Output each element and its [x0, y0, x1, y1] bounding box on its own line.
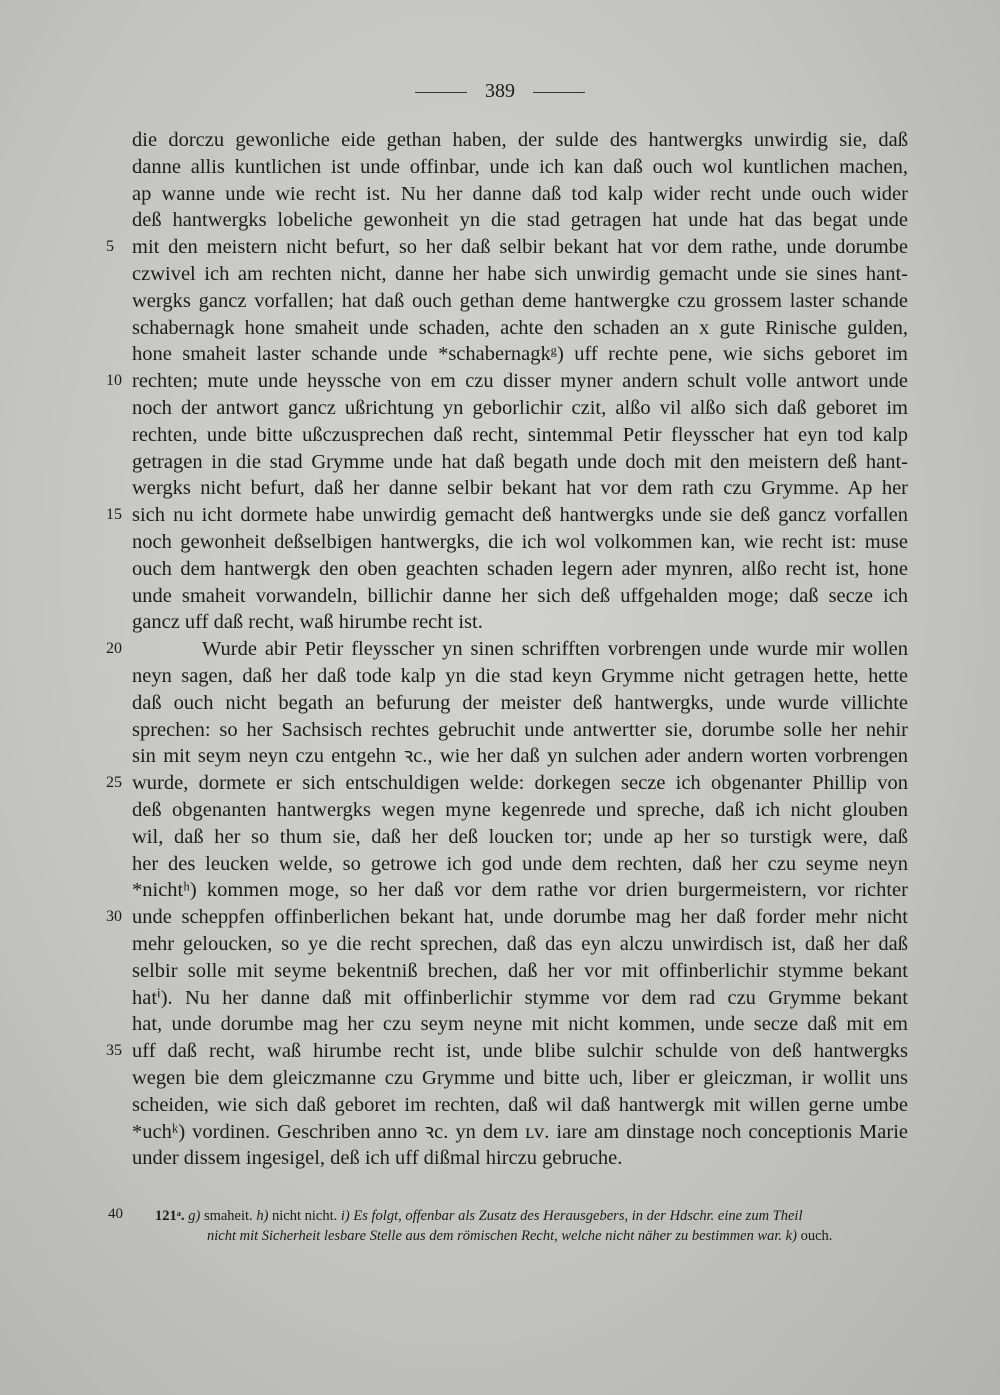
footnote-segment: h)	[256, 1208, 269, 1224]
text-line: neyn sagen, daß her daß tode kalp yn die stad keyn Grymme nicht getragen hette, hette	[132, 665, 908, 687]
text-line: wurde, dormete er sich entschuldigen welde: dorkegen secze ich obgenanter Phillip von	[132, 772, 908, 795]
footnote-line-2	[207, 1226, 887, 1246]
text-line: ouch dem hantwergk den oben geachten schaden legern ader mynren, alßo recht ist, hone	[132, 557, 908, 580]
text-line: czwivel ich am rechten nicht, danne her habe sich unwirdig gemacht unde sie sines hant-	[132, 263, 908, 285]
margin-line-number: 35	[106, 1042, 122, 1060]
text-line: ap wanne unde wie recht ist. Nu her danne daß tod kalp wider recht unde ouch wider	[132, 182, 908, 205]
footnote-segment: smaheit.	[200, 1208, 257, 1224]
text-line: die dorczu gewonliche eide gethan haben, der sulde des hantwergks unwirdig sie, daß	[132, 129, 908, 151]
text-line: schabernagk hone smaheit unde schaden, achte den schaden an x gute Rinische gulden,	[132, 316, 908, 339]
page-number: 389	[485, 80, 515, 102]
text-line: scheiden, wie sich daß geboret im rechten, daß wil daß hantwergk mit willen gerne umbe	[132, 1093, 908, 1116]
margin-line-number: 10	[106, 372, 122, 390]
text-line: hatⁱ). Nu her danne daß mit offinberlichir stymme vor dem rad czu Grymme bekant	[132, 986, 908, 1009]
text-line: wergks gancz vorfallen; hat daß ouch gethan deme hantwergke czu grossem laster schande	[132, 289, 908, 312]
text-line: unde smaheit vorwandeln, billichir danne her sich deß uffgehalden moge; daß secze ich	[132, 584, 908, 607]
text-line: daß ouch nicht begath an befurung der meister deß hantwergks, unde wurde villichte	[132, 691, 908, 714]
margin-line-number: 15	[106, 506, 122, 524]
footnote-line-1	[155, 1206, 925, 1226]
text-line: danne allis kuntlichen ist unde offinbar, unde ich kan daß ouch wol kuntlichen machen,	[132, 155, 908, 178]
text-line: Wurde abir Petir fleysscher yn sinen schrifften vorbrengen unde wurde mir wollen	[202, 638, 908, 661]
text-line: unde scheppfen offinberlichen bekant hat, unde dorumbe mag her daß forder mehr nicht	[132, 906, 908, 929]
footnote-segment: nicht nicht.	[268, 1208, 341, 1224]
footnote-segment: ouch.	[796, 1228, 833, 1244]
margin-line-number: 30	[106, 908, 122, 926]
footnote-segment: i) Es folgt, offenbar als Zusatz des Herausgebers, in der Hdschr. eine zum Theil	[340, 1208, 803, 1224]
text-line: her des leucken welde, so getrowe ich god unde dem rechten, daß her czu seyme neyn	[132, 852, 908, 875]
text-line: rechten; mute unde heyssche von em czu disser myner andern schult volle antwort unde	[132, 370, 908, 393]
footnote-ref: 121ᵃ.	[155, 1208, 185, 1224]
text-line: sin mit seym neyn czu entgehn ꝛc., wie her daß yn sulchen ader andern worten vorbrengen	[132, 745, 908, 768]
text-line: sich nu icht dormete habe unwirdig gemacht deß hantwergks unde sie deß gancz vorfallen	[132, 504, 908, 527]
margin-line-number: 25	[106, 774, 122, 792]
text-line: deß hantwergks lobeliche gewonheit yn die stad getragen hat unde hat das begat unde	[132, 209, 908, 232]
text-line: noch gewonheit deßselbigen hantwergks, die ich wol volkommen kan, wie recht ist: muse	[132, 531, 908, 553]
footnote-segment: g)	[188, 1208, 201, 1224]
footnote-segment: nicht mit Sicherheit lesbare Stelle aus dem römischen Recht, welche nicht näher zu bestimmen war. k)	[207, 1228, 797, 1244]
page-header	[0, 80, 1000, 103]
text-line: selbir solle mit seyme bekentniß brechen, daß her vor mit offinberlichir stymme bekant	[132, 959, 908, 982]
text-line: wil, daß her so thum sie, daß her deß loucken tor; unde ap her so turstigk were, daß	[132, 825, 908, 848]
text-line: uff daß recht, waß hirumbe recht ist, unde blibe sulchir schulde von deß hantwergks	[132, 1040, 908, 1063]
margin-line-number: 20	[106, 640, 122, 658]
text-line: deß obgenanten hantwergks wegen myne kegenrede und spreche, daß ich nicht glouben	[132, 799, 908, 821]
text-line: getragen in die stad Grymme unde hat daß begath unde doch mit den meistern deß hant-	[132, 450, 908, 473]
footnote-line-number: 40	[108, 1206, 123, 1222]
text-line: *nichtʰ) kommen moge, so her daß vor dem rathe vor drien burgermeistern, vor richter	[132, 879, 908, 902]
header-rule-right	[533, 92, 585, 93]
text-line: hat, unde dorumbe mag her czu seym neyne mit nicht kommen, unde secze daß mit em	[132, 1013, 908, 1036]
text-line: mehr geloucken, so ye die recht sprechen, daß das eyn alczu unwirdisch ist, daß her daß	[132, 933, 908, 955]
text-line: wergks nicht befurt, daß her danne selbir bekant hat vor dem rath czu Grymme. Ap her	[132, 477, 908, 500]
text-line: sprechen: so her Sachsisch rechtes gebruchit unde antwertter sie, dorumbe solle her nehir	[132, 718, 908, 741]
margin-line-number: 5	[106, 238, 114, 256]
text-line: rechten, unde bitte ußczusprechen daß recht, sintemmal Petir fleysscher hat eyn tod kalp	[132, 423, 908, 446]
text-line: *uchᵏ) vordinen. Geschriben anno ꝛc. yn dem ʟᴠ. iare am dinstage noch conceptionis Marie	[132, 1120, 908, 1143]
text-line: wegen bie dem gleiczmanne czu Grymme und bitte uch, liber er gleiczman, ir wollit uns	[132, 1067, 908, 1089]
text-line: under dissem ingesigel, deß ich uff dißmal hirczu gebruche.	[132, 1147, 623, 1170]
text-line: mit den meistern nicht befurt, so her daß selbir bekant hat vor dem rathe, unde dorumbe	[132, 236, 908, 259]
text-line: gancz uff daß recht, waß hirumbe recht ist.	[132, 611, 483, 634]
header-rule-left	[415, 92, 467, 93]
text-line: hone smaheit laster schande unde *schabernagkᵍ) uff rechte pene, wie sichs geboret im	[132, 343, 908, 366]
text-line: noch der antwort gancz ußrichtung yn geborlichir czit, alßo vil alßo sich daß geboret im	[132, 397, 908, 419]
